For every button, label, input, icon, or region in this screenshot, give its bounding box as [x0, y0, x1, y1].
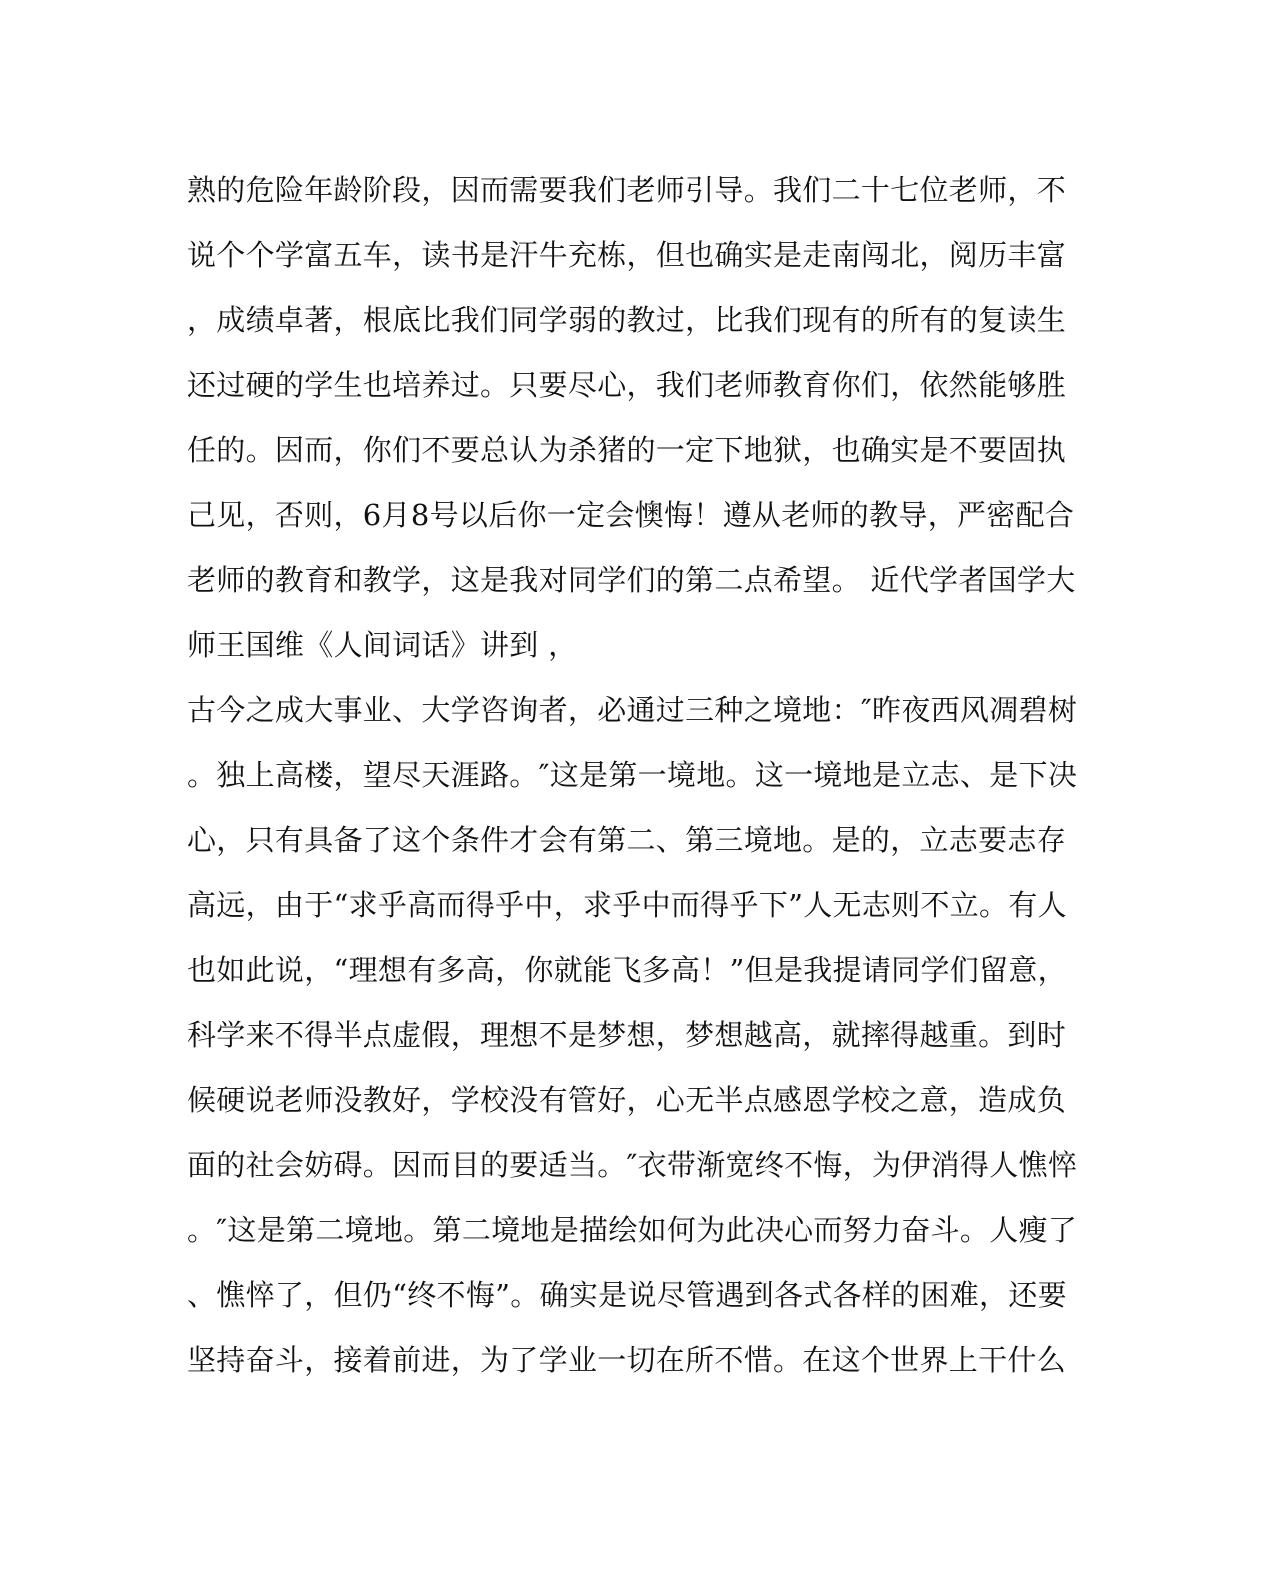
body-text — [187, 164, 1087, 1399]
text-line: 坚持奋斗，接着前进，为了学业一切在所不惜。在这个世界上干什么 — [187, 1343, 1067, 1377]
text-line: 候硬说老师没教好，学校没有管好，心无半点感恩学校之意，造成负 — [187, 1083, 1067, 1117]
text-line: 师王国维《人间词话》讲到 ， — [187, 628, 578, 662]
text-line: 。独上高楼，望尽天涯路。″这是第一境地。这一境地是立志、是下决 — [187, 758, 1078, 792]
text-line: 熟的危险年龄阶段，因而需要我们老师引导。我们二十七位老师，不 — [187, 173, 1067, 207]
text-line: 面的社会妨碍。因而目的要适当。″衣带渐宽终不悔，为伊消得人憔悴 — [187, 1148, 1078, 1182]
text-line: 还过硬的学生也培养过。只要尽心，我们老师教育你们，依然能够胜 — [187, 368, 1067, 402]
text-line: 。″这是第二境地。第二境地是描绘如何为此决心而努力奋斗。人瘦了 — [187, 1213, 1078, 1247]
text-line: 高远，由于“求乎高而得乎中，求乎中而得乎下”人无志则不立。有人 — [187, 888, 1067, 922]
text-line: ，成绩卓著，根底比我们同学弱的教过，比我们现有的所有的复读生 — [187, 303, 1067, 337]
text-line: 科学来不得半点虚假，理想不是梦想，梦想越高，就摔得越重。到时 — [187, 1018, 1067, 1052]
text-line: 老师的教育和教学，这是我对同学们的第二点希望。 近代学者国学大 — [187, 563, 1076, 597]
text-line: 古今之成大事业、大学咨询者，必通过三种之境地：″昨夜西风凋碧树 — [187, 693, 1078, 727]
text-line: 、憔悴了，但仍“终不悔”。确实是说尽管遇到各式各样的困难，还要 — [187, 1278, 1067, 1312]
text-line: 也如此说，“理想有多高，你就能飞多高！”但是我提请同学们留意， — [187, 953, 1067, 987]
text-line: 心，只有具备了这个条件才会有第二、第三境地。是的，立志要志存 — [187, 823, 1067, 857]
text-line: 说个个学富五车，读书是汗牛充栋，但也确实是走南闯北，阅历丰富 — [187, 238, 1067, 272]
text-line: 任的。因而，你们不要总认为杀猪的一定下地狱，也确实是不要固执 — [187, 433, 1067, 467]
text-line: 己见，否则，6月8号以后你一定会懊悔！遵从老师的教导，严密配合 — [187, 498, 1075, 532]
